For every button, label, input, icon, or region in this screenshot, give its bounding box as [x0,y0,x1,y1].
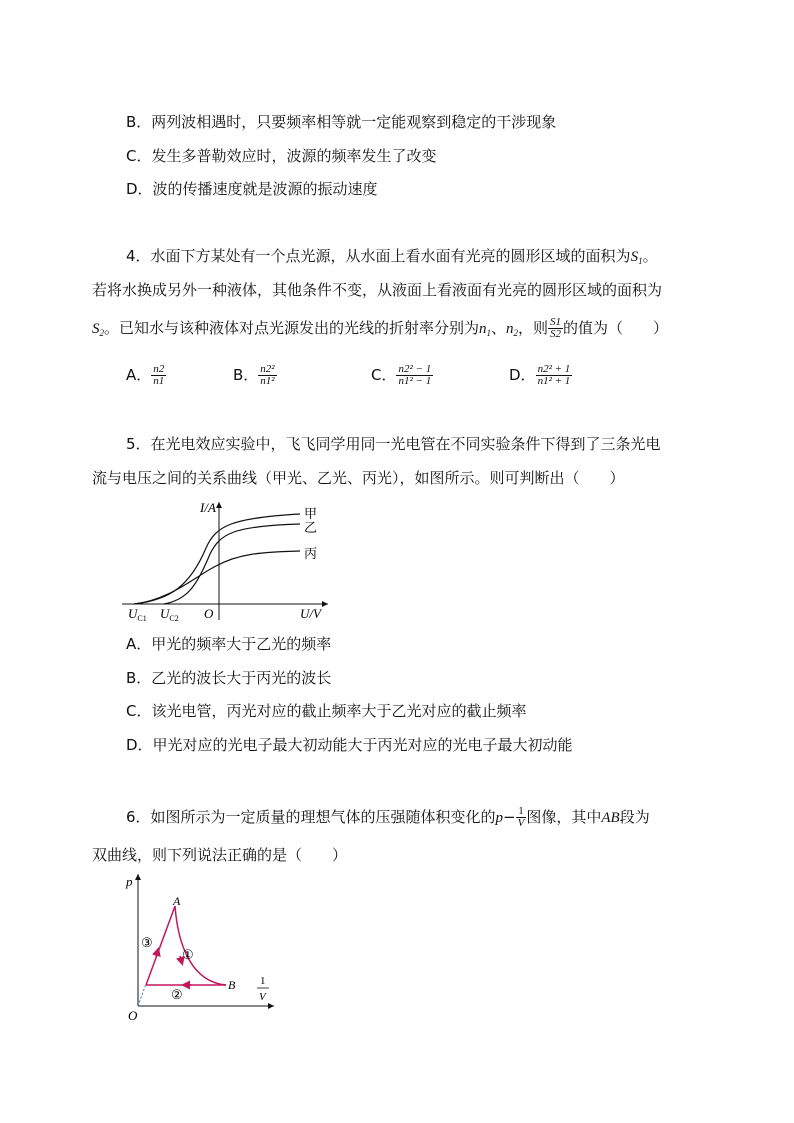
q6-inverse-v [516,806,527,829]
y-axis-label: I/A [200,500,216,515]
q4-option-c-label: C． [371,366,397,384]
q4-n1-sub: 1 [486,328,492,338]
q4-option-d [509,364,572,387]
q6-text2: 图像，其中 [526,808,602,826]
q4-option-d-label: D． [509,366,536,384]
q4-option-b-label: B． [233,366,259,384]
q4-line1 [126,246,658,271]
point-b-label: B [228,978,236,992]
process-3-arrow [156,950,158,957]
point-a-label: A [173,894,181,908]
process-1-curve [175,906,226,985]
q4-n1: n [479,321,487,337]
uc1-letter: U [128,606,138,621]
q5-option-a: A．甲光的频率大于乙光的频率 [126,635,332,653]
q4-option-c [371,364,433,387]
uc2-subscript: C2 [169,614,179,623]
q6-inverse-num: 1 [516,806,527,818]
q4-option-a-label: A． [126,366,152,384]
q3-option-b: B．两列波相遇时，只要频率相等就一定能观察到稳定的干涉现象 [126,113,557,131]
process-2-label: ② [171,987,183,1002]
curve-bing [134,551,300,604]
q4-s2: S [92,321,100,337]
q4-ratio-num: S1 [550,316,562,328]
q4-option-b-den: n1² [260,375,275,387]
q6-ab: AB [601,810,620,826]
uc1-label [128,606,147,623]
q5-line2: 流与电压之间的关系曲线（甲光、乙光、丙光），如图所示。则可判断出（ ） [92,469,625,487]
q4-n2: n [506,321,514,337]
q5-option-c: C．该光电管，丙光对应的截止频率大于乙光对应的截止频率 [126,702,527,720]
uc2-letter: U [160,606,170,621]
q5-line1: 5．在光电效应实验中，飞飞同学用同一光电管在不同实验条件下得到了三条光电 [126,435,661,453]
q4-s2-sub: 2 [99,328,104,338]
photoelectric-graph [120,496,340,624]
uc1-subscript: C1 [137,614,147,623]
uc2-label [160,606,179,623]
origin-label: O [128,1008,138,1023]
q4-option-a [126,364,166,387]
q4-ratio-den: S2 [550,328,562,340]
q4-text3b: ，则 [518,319,549,337]
q4-s1-sub: 1 [638,256,643,266]
curve-bing-label: 丙 [304,546,318,561]
q4-option-a-frac [151,364,166,387]
p-axis-label: p [126,874,133,889]
q4-option-d-num: n2² + 1 [537,363,571,375]
curve-yi [164,524,300,604]
q4-option-d-frac [536,364,573,387]
q4-text1: 4．水面下方某处有一个点光源，从水面上看水面有光亮的圆形区域的面积为 [126,247,631,265]
q6-line2: 双曲线，则下列说法正确的是（ ） [92,846,348,864]
q4-option-c-frac [396,364,433,387]
q3-option-c: C．发生多普勒效应时，波源的频率发生了改变 [126,147,437,165]
q4-option-b [233,364,277,387]
extension-dashed-line [138,984,146,1006]
x-axis-label: U/V [300,606,321,621]
q4-option-d-den: n1² + 1 [537,375,571,387]
q4-option-a-num: n2 [153,363,165,375]
q3-option-d: D．波的传播速度就是波源的振动速度 [126,180,378,198]
q4-line3 [92,314,668,347]
q4-option-b-frac [258,364,276,387]
pv-graph [118,866,284,1026]
q4-line2: 若将水换成另外一种液体，其他条件不变，从液面上看液面有光亮的圆形区域的面积为 [92,281,663,299]
process-1-label: ① [182,947,194,962]
q4-text3c: 的值为（ ） [563,319,669,337]
process-3-label: ③ [141,935,153,950]
origin-label: O [204,606,214,621]
curve-jia [134,514,300,604]
q6-inverse-den: V [517,817,525,829]
q4-text3a: 。已知水与该种液体对点光源发出的光线的折射率分别为 [104,319,480,337]
q4-end1: 。 [642,247,658,265]
q6-line1 [126,803,650,832]
q6-p: p [495,810,504,826]
curve-yi-label: 乙 [304,520,318,535]
q5-option-d: D．甲光对应的光电子最大初动能大于丙光对应的光电子最大初动能 [126,736,573,754]
curve-jia-label: 甲 [304,506,318,521]
q6-text1: 6．如图所示为一定质量的理想气体的压强随体积变化的 [126,808,496,826]
x-axis-label-num: 1 [260,975,266,987]
q5-option-b: B．乙光的波长大于丙光的波长 [126,669,332,687]
q4-n2-sub: 2 [513,328,519,338]
q4-option-b-num: n2² [260,363,275,375]
q4-option-c-num: n2² − 1 [398,363,432,375]
q4-ratio-fraction [548,317,563,340]
q4-option-c-den: n1² − 1 [398,375,432,387]
q6-dash: − [503,808,516,826]
x-axis-label-den: V [259,991,266,1003]
q4-option-a-den: n1 [153,375,165,387]
q4-s1: S [630,249,639,265]
q6-text3: 段为 [619,808,650,826]
q4-sep: 、 [491,319,507,337]
